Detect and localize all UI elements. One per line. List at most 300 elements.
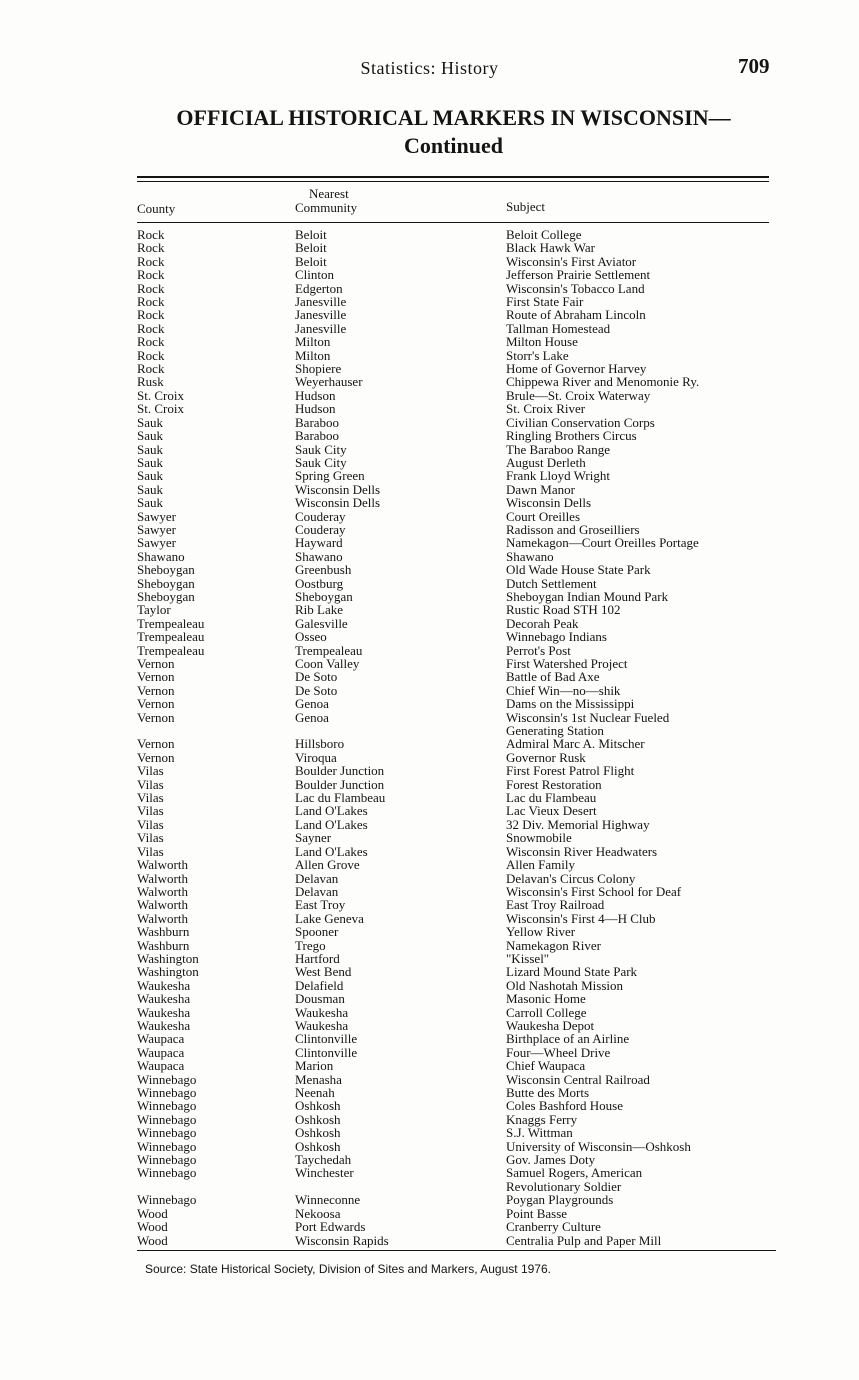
county-cell: Winnebago [137,1125,197,1141]
county-cell: Winnebago [137,1138,197,1154]
header-rule [137,222,769,223]
community-cell: Trempealeau [295,642,363,658]
county-cell: Wood [137,1219,168,1235]
table-row [137,268,777,281]
county-cell: Rock [137,294,165,310]
county-cell: Winnebago [137,1165,197,1181]
subject-cell: Home of Governor Harvey [506,361,647,377]
county-cell: Rock [137,267,165,283]
community-cell: Wisconsin Dells [295,495,381,511]
county-cell: Shawano [137,548,185,564]
table-row [137,295,777,308]
community-cell: Coon Valley [295,656,360,671]
table-row [137,1019,777,1032]
county-cell: Washington [137,950,199,966]
county-cell: Sauk [137,414,163,430]
subject-cell: Coles Bashford House [506,1098,623,1114]
table-row [137,456,777,469]
county-cell: Vernon [137,682,175,698]
subject-cell: Wisconsin's First School for Deaf [506,883,682,899]
table-row [137,523,777,536]
table-row [137,429,777,442]
table-row [137,496,777,509]
page-title [0,104,859,160]
community-cell: Beloit [295,240,327,256]
county-cell: Winnebago [137,1111,197,1127]
table-row [137,670,777,683]
county-cell: Winnebago [137,1098,197,1114]
community-cell: Land O'Lakes [295,803,368,819]
community-cell: Sauk City [295,454,347,470]
table-row [137,1193,777,1206]
community-cell: Hartford [295,950,340,966]
county-cell: Waukesha [137,977,191,993]
county-cell: Vernon [137,736,175,752]
source-note: Source: State Historical Society, Division of Sites and Markers, August 1976. [145,1262,551,1276]
table-row [137,469,777,482]
table-row [137,1220,777,1233]
page-title-line2: Continued [403,133,504,158]
table-row [137,282,777,295]
table-row [137,389,777,402]
community-cell: Rib Lake [295,602,344,618]
subject-cell: Wisconsin's First 4—H Club [506,910,656,926]
subject-cell: Chief Win—no—shik [506,682,621,698]
table-row [137,1207,777,1220]
community-cell: Oshkosh [295,1125,341,1141]
subject-cell: Delavan's Circus Colony [506,870,636,886]
subject-cell: First State Fair [506,294,584,310]
community-cell: Janesville [295,294,347,310]
county-cell: Vilas [137,843,164,859]
subject-cell: Point Basse [506,1205,568,1221]
table-row [137,697,777,710]
county-cell: Rock [137,320,165,336]
subject-cell: Winnebago Indians [506,629,607,645]
table-row [137,563,777,576]
community-cell: Port Edwards [295,1219,366,1235]
community-cell: Lake Geneva [295,910,364,926]
table-row [137,1059,777,1072]
county-cell: Rock [137,334,165,350]
subject-cell: Carroll College [506,1004,587,1020]
subject-cell: Wisconsin Central Railroad [506,1071,650,1087]
county-cell: Walworth [137,883,188,899]
subject-cell: Lac du Flambeau [506,790,597,806]
table-bottom-rule [137,1250,776,1251]
subject-cell: Jefferson Prairie Settlement [506,267,651,283]
community-cell: De Soto [295,682,338,698]
community-cell: Taychedah [295,1152,352,1168]
community-cell: Hudson [295,401,336,417]
subject-cell: Storr's Lake [506,347,569,363]
table-row [137,925,777,938]
county-cell: Vernon [137,709,175,725]
community-cell: Beloit [295,227,327,242]
subject-cell: Brule—St. Croix Waterway [506,387,651,403]
table-row [137,1234,777,1247]
community-cell: Genoa [295,696,329,712]
subject-cell: Dutch Settlement [506,575,597,591]
community-cell: Beloit [295,253,327,269]
subject-cell: St. Croix River [506,401,586,417]
county-cell: Vernon [137,656,175,671]
subject-cell: Birthplace of an Airline [506,1031,630,1047]
subject-cell: Black Hawk War [506,240,595,256]
table-row [137,510,777,523]
community-cell: Galesville [295,615,348,631]
community-cell: Hayward [295,535,343,551]
page-number: 709 [738,54,770,78]
community-cell: East Troy [295,897,346,913]
table-row [137,764,777,777]
table-row [137,1153,777,1166]
community-cell: Nekoosa [295,1205,341,1221]
community-cell: Viroqua [295,749,337,765]
community-cell: West Bend [295,964,352,980]
county-cell: Waupaca [137,1058,185,1074]
county-cell: Waukesha [137,991,191,1007]
county-cell: Sheboygan [137,588,195,604]
community-cell: Winneconne [295,1192,361,1208]
table-row [137,375,777,388]
table-top-rule [137,176,769,178]
subject-cell: Lac Vieux Desert [506,803,597,819]
community-cell: Baraboo [295,428,340,444]
subject-cell: Route of Abraham Lincoln [506,307,646,323]
table-row [137,1006,777,1019]
county-cell: Vernon [137,749,175,765]
community-cell: Menasha [295,1071,342,1087]
county-cell: Winnebago [137,1085,197,1101]
community-cell: Land O'Lakes [295,816,368,832]
county-cell: Winnebago [137,1192,197,1208]
table-row [137,1046,777,1059]
table-row [137,898,777,911]
county-cell: Walworth [137,897,188,913]
community-cell: Lac du Flambeau [295,790,386,806]
table-row [137,845,777,858]
subject-cell: Cranberry Culture [506,1219,601,1235]
subject-cell: Four—Wheel Drive [506,1044,611,1060]
community-cell: Milton [295,347,331,363]
table-row [137,684,777,697]
county-cell: Sawyer [137,535,176,551]
subject-cell: Butte des Morts [506,1085,590,1101]
county-cell: Vernon [137,669,175,685]
table-row [137,1140,777,1153]
subject-cell: Lizard Mound State Park [506,964,638,980]
county-cell: Vilas [137,776,164,792]
county-cell: Rock [137,361,165,377]
county-cell: Trempealeau [137,615,205,631]
county-cell: Rock [137,280,165,296]
running-head-subsection: History [441,58,499,78]
subject-cell: Rustic Road STH 102 [506,602,621,618]
community-cell: Land O'Lakes [295,843,368,859]
community-cell: Clintonville [295,1044,358,1060]
table-row [137,818,777,831]
county-cell: Rock [137,227,165,242]
col-header-community-line1: Nearest [309,186,349,201]
county-cell: Sauk [137,481,163,497]
table-row [137,992,777,1005]
county-cell: Taylor [137,602,171,618]
subject-cell: First Watershed Project [506,656,628,671]
table-row [137,711,777,738]
county-cell: Vilas [137,830,164,846]
community-cell: Couderay [295,508,346,524]
subject-cell: Admiral Marc A. Mitscher [506,736,645,752]
subject-cell: Dams on the Mississippi [506,696,635,712]
table-row [137,831,777,844]
county-cell: Washburn [137,924,190,940]
table-row [137,228,777,241]
county-cell: Vilas [137,763,164,779]
county-cell: Rock [137,307,165,323]
county-cell: Winnebago [137,1152,197,1168]
table-row [137,416,777,429]
table-row [137,804,777,817]
subject-cell: Wisconsin's 1st Nuclear Fueled Generating Station [506,709,670,739]
subject-cell: Wisconsin's First Aviator [506,253,637,269]
subject-cell: Radisson and Groseilliers [506,521,640,537]
table-row [137,349,777,362]
subject-cell: Ringling Brothers Circus [506,428,637,444]
community-cell: Genoa [295,709,329,725]
community-cell: Sayner [295,830,332,846]
subject-cell: First Forest Patrol Flight [506,763,635,779]
table-row [137,979,777,992]
subject-cell: East Troy Railroad [506,897,605,913]
community-cell: De Soto [295,669,338,685]
county-cell: Vilas [137,790,164,806]
county-cell: Waupaca [137,1044,185,1060]
community-cell: Marion [295,1058,334,1074]
subject-cell: Forest Restoration [506,776,602,792]
county-cell: Washington [137,964,199,980]
community-cell: Edgerton [295,280,343,296]
county-cell: Waupaca [137,1031,185,1047]
subject-cell: Old Wade House State Park [506,562,651,578]
county-cell: Sawyer [137,521,176,537]
community-cell: Weyerhauser [295,374,363,390]
community-cell: Wisconsin Dells [295,481,381,497]
community-cell: Clinton [295,267,335,283]
subject-cell: Wisconsin's Tobacco Land [506,280,645,296]
county-cell: Sauk [137,441,163,457]
county-cell: Sawyer [137,508,176,524]
table-row [137,657,777,670]
table-row [137,630,777,643]
subject-cell: Shawano [506,548,554,564]
subject-cell: Knaggs Ferry [506,1111,578,1127]
community-cell: Osseo [295,629,327,645]
county-cell: Sauk [137,454,163,470]
table-row [137,1099,777,1112]
community-cell: Clintonville [295,1031,358,1047]
subject-cell: Samuel Rogers, American Revolutionary Soldier [506,1165,643,1194]
community-cell: Sauk City [295,441,347,457]
table-row [137,1166,777,1193]
table-row [137,952,777,965]
table-row [137,483,777,496]
table-row [137,644,777,657]
subject-cell: Tallman Homestead [506,320,611,336]
table-top-rule-thin [137,181,769,182]
community-cell: Milton [295,334,331,350]
community-cell: Sheboygan [295,588,353,604]
county-cell: Sheboygan [137,562,195,578]
subject-cell: 32 Div. Memorial Highway [506,816,650,832]
county-cell: Walworth [137,910,188,926]
subject-cell: Wisconsin Dells [506,495,592,511]
community-cell: Oostburg [295,575,344,591]
subject-cell: August Derleth [506,454,586,470]
subject-cell: Poygan Playgrounds [506,1192,614,1208]
table-row [137,536,777,549]
table-row [137,965,777,978]
county-cell: Rusk [137,374,164,390]
table-row [137,939,777,952]
community-cell: Spring Green [295,468,365,484]
table-row [137,617,777,630]
table-row [137,1086,777,1099]
county-cell: Vilas [137,816,164,832]
subject-cell: Wisconsin River Headwaters [506,843,658,859]
subject-cell: Yellow River [506,924,576,940]
table-row [137,308,777,321]
community-cell: Dousman [295,991,345,1007]
community-cell: Janesville [295,307,347,323]
table-row [137,885,777,898]
community-cell: Janesville [295,320,347,336]
running-head [0,58,859,79]
table-row [137,737,777,750]
community-cell: Oshkosh [295,1111,341,1127]
subject-cell: Court Oreilles [506,508,581,524]
subject-cell: Masonic Home [506,991,586,1007]
subject-cell: Battle of Bad Axe [506,669,600,685]
county-cell: Sauk [137,495,163,511]
table-row [137,443,777,456]
community-cell: Delavan [295,883,339,899]
county-cell: Vernon [137,696,175,712]
table-row [137,402,777,415]
subject-cell: Gov. James Doty [506,1152,596,1168]
community-cell: Shopiere [295,361,342,377]
table-row [137,791,777,804]
community-cell: Spooner [295,924,339,940]
table-row [137,335,777,348]
county-cell: Rock [137,253,165,269]
table-row [137,1113,777,1126]
community-cell: Allen Grove [295,857,360,873]
subject-cell: The Baraboo Range [506,441,610,457]
marker-table-body [137,228,777,1247]
subject-cell: Snowmobile [506,830,572,846]
table-row [137,577,777,590]
county-cell: Vilas [137,803,164,819]
county-cell: Waukesha [137,1004,191,1020]
table-row [137,1073,777,1086]
table-row [137,751,777,764]
county-cell: Waukesha [137,1017,191,1033]
subject-cell: Allen Family [506,857,575,873]
county-cell: Wood [137,1232,168,1248]
subject-cell: Chippewa River and Menomonie Ry. [506,374,700,390]
col-header-subject: Subject [506,199,545,214]
table-row [137,241,777,254]
subject-cell: S.J. Wittman [506,1125,573,1141]
community-cell: Wisconsin Rapids [295,1232,389,1248]
county-cell: Rock [137,347,165,363]
subject-cell: Namekagon—Court Oreilles Portage [506,535,699,551]
county-cell: Trempealeau [137,629,205,645]
subject-cell: Milton House [506,334,578,350]
table-row [137,1126,777,1139]
community-cell: Trego [295,937,326,953]
page-title-line1: OFFICIAL HISTORICAL MARKERS IN WISCONSIN— [176,105,731,130]
subject-cell: Namekagon River [506,937,601,953]
county-cell: Trempealeau [137,642,205,658]
table-row [137,1032,777,1045]
table-row [137,778,777,791]
community-cell: Oshkosh [295,1138,341,1154]
subject-cell: Civilian Conservation Corps [506,414,655,430]
community-cell: Shawano [295,548,343,564]
subject-cell: University of Wisconsin—Oshkosh [506,1138,691,1154]
table-row [137,603,777,616]
table-row [137,322,777,335]
table-row [137,872,777,885]
community-cell: Waukesha [295,1004,349,1020]
community-cell: Winchester [295,1165,354,1181]
county-cell: Walworth [137,857,188,873]
subject-cell: Old Nashotah Mission [506,977,623,993]
table-row [137,362,777,375]
subject-cell: Decorah Peak [506,615,579,631]
county-cell: Winnebago [137,1071,197,1087]
col-header-community-line2: Community [295,200,358,215]
county-cell: Wood [137,1205,168,1221]
subject-cell: Governor Rusk [506,749,586,765]
subject-cell: Frank Lloyd Wright [506,468,610,484]
community-cell: Baraboo [295,414,340,430]
table-row [137,912,777,925]
community-cell: Couderay [295,521,346,537]
community-cell: Waukesha [295,1017,349,1033]
col-header-county: County [137,201,176,216]
county-cell: Walworth [137,870,188,886]
subject-cell: Perrot's Post [506,642,571,658]
county-cell: St. Croix [137,387,184,403]
county-cell: Sauk [137,468,163,484]
community-cell: Greenbush [295,562,352,578]
subject-cell: Waukesha Depot [506,1017,595,1033]
community-cell: Oshkosh [295,1098,341,1114]
subject-cell: Chief Waupaca [506,1058,586,1074]
table-row [137,858,777,871]
community-cell: Delafield [295,977,344,993]
subject-cell: Centralia Pulp and Paper Mill [506,1232,662,1248]
community-cell: Delavan [295,870,339,886]
county-cell: Rock [137,240,165,256]
table-row [137,550,777,563]
subject-cell: Sheboygan Indian Mound Park [506,588,669,604]
community-cell: Hillsboro [295,736,345,752]
subject-cell: "Kissel" [506,950,550,966]
